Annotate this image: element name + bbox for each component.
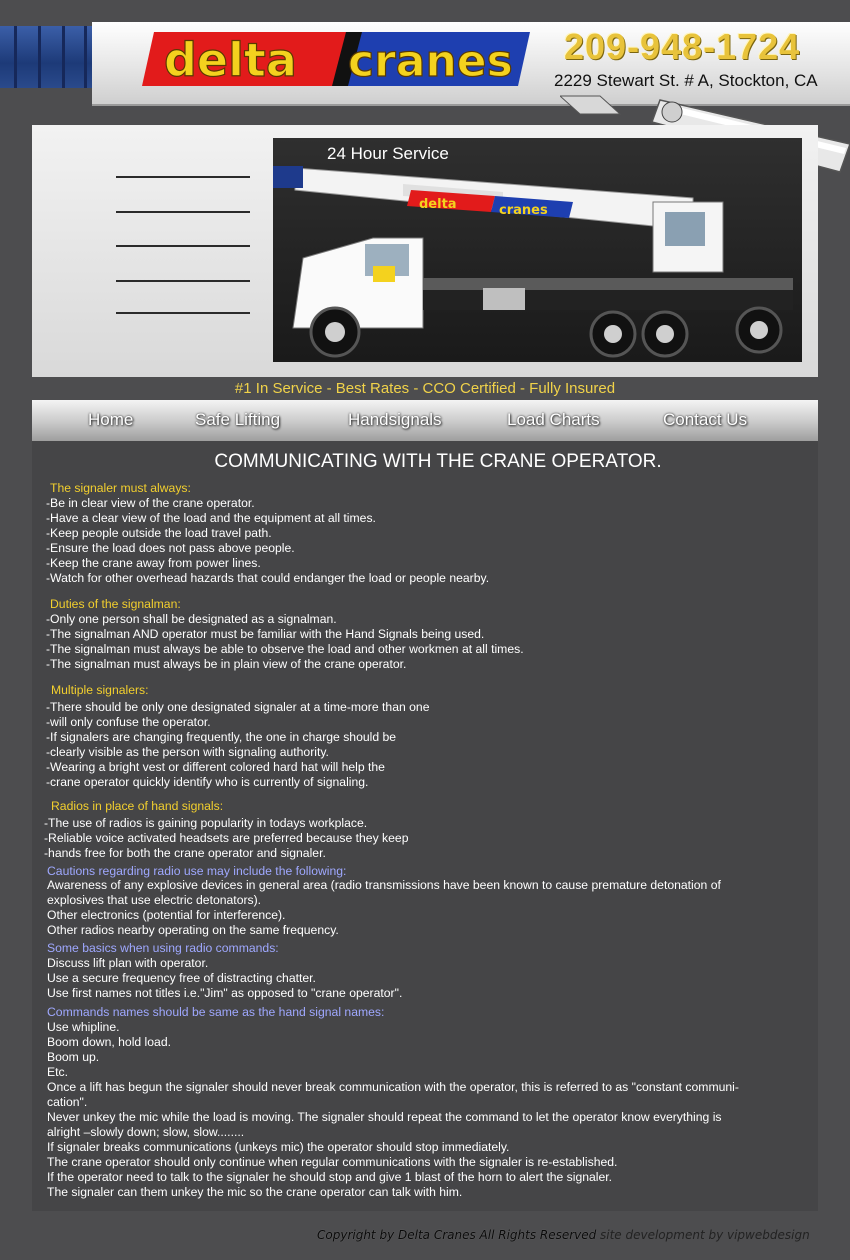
section-heading: Radios in place of hand signals: — [51, 799, 224, 813]
body-line: Use a secure frequency free of distracting chatter. — [47, 971, 316, 985]
body-line: Never unkey the mic while the load is moving. The signaler should repeat the command to let the operator know everything is — [47, 1110, 722, 1124]
footer-credit-link[interactable]: site development by vipwebdesign — [600, 1228, 810, 1242]
main-nav — [32, 400, 818, 441]
subsection-heading: Some basics when using radio commands: — [47, 941, 279, 955]
hero-divider — [116, 211, 250, 213]
body-line: -Watch for other overhead hazards that could endanger the load or people nearby. — [46, 571, 490, 585]
body-line: The signaler can them unkey the mic so the crane operator can talk with him. — [47, 1185, 463, 1199]
body-line: -Keep people outside the load travel path. — [46, 526, 272, 540]
crane-boom-graphic — [0, 26, 97, 88]
body-line: -If signalers are changing frequently, the one in charge should be — [46, 730, 397, 744]
body-line: cation". — [47, 1095, 88, 1109]
subsection-heading: Cautions regarding radio use may include the following: — [47, 864, 347, 878]
body-line: Awareness of any explosive devices in general area (radio transmissions have been known to cause premature detonation of — [47, 878, 721, 892]
nav-load-charts[interactable]: Load Charts — [507, 410, 600, 429]
svg-text:delta: delta — [419, 197, 457, 212]
body-line: -Be in clear view of the crane operator. — [46, 496, 255, 510]
body-line: -will only confuse the operator. — [46, 715, 211, 729]
hero-divider — [116, 280, 250, 282]
delta-cranes-logo[interactable] — [140, 30, 532, 88]
body-line: Etc. — [47, 1065, 68, 1079]
body-line: If the operator need to talk to the signaler he should stop and give 1 blast of the horn to alert the signaler. — [47, 1170, 613, 1184]
body-line: -The signalman must always be able to observe the load and other workmen at all times. — [46, 642, 524, 656]
body-line: Other radios nearby operating on the same frequency. — [47, 923, 339, 937]
nav-handsignals[interactable]: Handsignals — [348, 410, 442, 429]
body-line: -Ensure the load does not pass above people. — [46, 541, 295, 555]
hero-divider — [116, 245, 250, 247]
body-line: -clearly visible as the person with signaling authority. — [46, 745, 329, 759]
svg-text:cranes: cranes — [499, 203, 548, 218]
hero-divider — [116, 312, 250, 314]
footer-copyright: Copyright by Delta Cranes All Rights Reserved — [317, 1228, 597, 1242]
body-line: Once a lift has begun the signaler should never break communication with the operator, this is referred to as "constant communi- — [47, 1080, 739, 1094]
section-heading: The signaler must always: — [50, 481, 191, 495]
body-line: Boom down, hold load. — [47, 1035, 171, 1049]
body-line: -The signalman must always be in plain view of the crane operator. — [46, 657, 407, 671]
body-line: Discuss lift plan with operator. — [47, 956, 209, 970]
crane-truck-image — [273, 138, 802, 362]
body-line: Other electronics (potential for interference). — [47, 908, 286, 922]
nav-home[interactable]: Home — [88, 410, 134, 429]
nav-contact-us[interactable]: Contact Us — [663, 410, 748, 429]
address: 2229 Stewart St. # A, Stockton, CA — [554, 71, 818, 90]
body-line: -Reliable voice activated headsets are preferred because they keep — [44, 831, 409, 845]
subsection-heading: Commands names should be same as the hand signal names: — [47, 1005, 385, 1019]
body-line: Use first names not titles i.e."Jim" as opposed to "crane operator". — [47, 986, 403, 1000]
logo-word-delta: delta — [164, 33, 297, 87]
body-line: alright –slowly down; slow, slow........ — [47, 1125, 245, 1139]
logo-word-cranes: cranes — [348, 36, 513, 87]
body-line: -hands free for both the crane operator and signaler. — [44, 846, 326, 860]
site-header — [0, 0, 850, 125]
crane-truck-photo — [273, 138, 802, 362]
body-line: -crane operator quickly identify who is currently of signaling. — [46, 775, 369, 789]
body-line: If signaler breaks communications (unkeys mic) the operator should stop immediately. — [47, 1140, 510, 1154]
hero-divider — [116, 176, 250, 178]
phone-number[interactable]: 209-948-1724 — [564, 26, 801, 67]
body-line: -There should be only one designated signaler at a time-more than one — [46, 700, 430, 714]
page-title: COMMUNICATING WITH THE CRANE OPERATOR. — [214, 451, 662, 472]
nav-safe-lifting[interactable]: Safe Lifting — [195, 410, 281, 429]
body-line: Boom up. — [47, 1050, 100, 1064]
body-line: -Keep the crane away from power lines. — [46, 556, 261, 570]
body-line: Use whipline. — [47, 1020, 120, 1034]
section-heading: Multiple signalers: — [51, 683, 149, 697]
body-line: -Only one person shall be designated as a signalman. — [46, 612, 337, 626]
section-heading: Duties of the signalman: — [50, 597, 181, 611]
body-line: -Have a clear view of the load and the equipment at all times. — [46, 511, 376, 525]
tagline: #1 In Service - Best Rates - CCO Certified - Fully Insured — [234, 380, 616, 397]
body-line: -Wearing a bright vest or different colored hard hat will help the — [46, 760, 385, 774]
body-line: The crane operator should only continue when regular communications with the signaler is re-established. — [47, 1155, 618, 1169]
body-line: -The signalman AND operator must be familiar with the Hand Signals being used. — [46, 627, 485, 641]
body-line: -The use of radios is gaining popularity in todays workplace. — [44, 816, 368, 830]
body-line: explosives that use electric detonators). — [47, 893, 262, 907]
hero-caption: 24 Hour Service — [327, 144, 449, 163]
